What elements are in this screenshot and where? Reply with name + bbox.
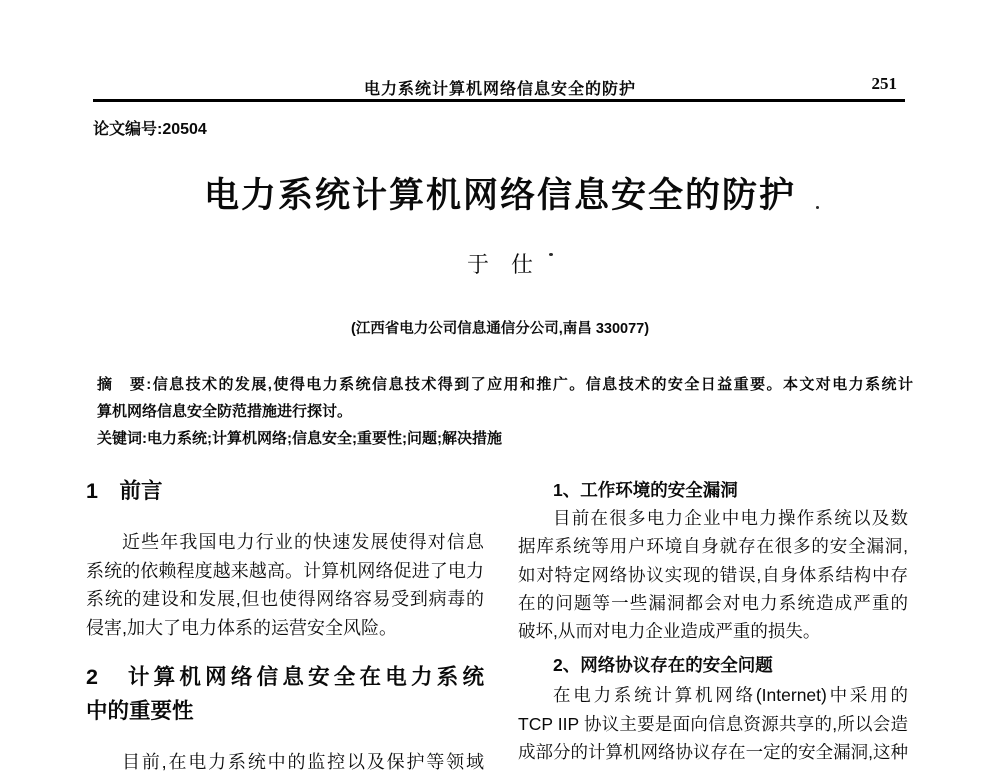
paragraph-line: 系统的建设和发展,但也使得网络容易受到病毒的 <box>86 589 484 609</box>
keywords-line: 关键词:电力系统;计算机网络;信息安全;重要性;问题;解决措施 <box>97 430 502 447</box>
abstract-line: 摘 要:信息技术的发展,使得电力系统信息技术得到了应用和推广。信息技术的安全日益重要。本文对电力系统计 <box>97 376 913 393</box>
paragraph-line: 目前,在电力系统中的监控以及保护等领域 <box>122 752 484 772</box>
paper-number: 论文编号:20504 <box>93 121 207 138</box>
page-number: 251 <box>871 74 897 93</box>
section-1-heading: 1 前言 <box>86 479 163 503</box>
subsection-2-paragraph <box>518 681 908 766</box>
paragraph-line: 破坏,从而对电力企业造成严重的损失。 <box>518 621 821 642</box>
article-title: 电力系统计算机网络信息安全的防护 <box>203 176 796 215</box>
running-head-title: 电力系统计算机网络信息安全的防护 <box>363 81 636 98</box>
subsection-1-heading: 1、工作环境的安全漏洞 <box>553 480 738 500</box>
author-affiliation: (江西省电力公司信息通信分公司,南昌 330077) <box>350 321 650 337</box>
section-2-heading-line: 中的重要性 <box>86 699 194 723</box>
paragraph-line: 如对特定网络协议实现的错误,自身体系结构中存 <box>518 564 908 585</box>
paragraph-line: 成部分的计算机网络协议存在一定的安全漏洞,这种 <box>518 741 908 762</box>
subsection-2-heading: 2、网络协议存在的安全问题 <box>553 655 773 676</box>
header-rule <box>93 99 905 102</box>
scan-speck <box>816 206 819 209</box>
abstract-block <box>97 371 913 452</box>
section-2-heading-line: 2 计算机网络信息安全在电力系统 <box>86 665 484 689</box>
paragraph-line: 据库系统等用户环境自身就存在很多的安全漏洞, <box>518 536 908 557</box>
section-2-paragraph <box>86 748 484 777</box>
paragraph-line: 系统的依赖程度越来越高。计算机网络促进了电力 <box>86 560 484 581</box>
abstract-line: 算机网络信息安全防范措施进行探讨。 <box>97 403 353 420</box>
right-column <box>518 476 908 766</box>
paragraph-line: 近些年我国电力行业的快速发展使得对信息 <box>122 532 484 552</box>
paragraph-line: 目前在很多电力企业中电力操作系统以及数 <box>553 508 908 529</box>
subsection-1-paragraph <box>518 504 908 645</box>
paragraph-line: 侵害,加大了电力体系的运营安全风险。 <box>86 617 397 638</box>
section-1-paragraph <box>86 528 484 642</box>
section-2-heading <box>86 660 484 728</box>
author-name: 于 仕 <box>466 252 533 277</box>
left-column <box>86 476 484 777</box>
scan-speck <box>549 253 553 256</box>
paragraph-line: TCP IIP 协议主要是面向信息资源共享的,所以会造 <box>518 713 908 734</box>
paragraph-line: 在的问题等一些漏洞都会对电力系统造成严重的 <box>518 592 908 613</box>
paragraph-line: 在电力系统计算机网络(Internet)中采用的 <box>553 685 908 706</box>
